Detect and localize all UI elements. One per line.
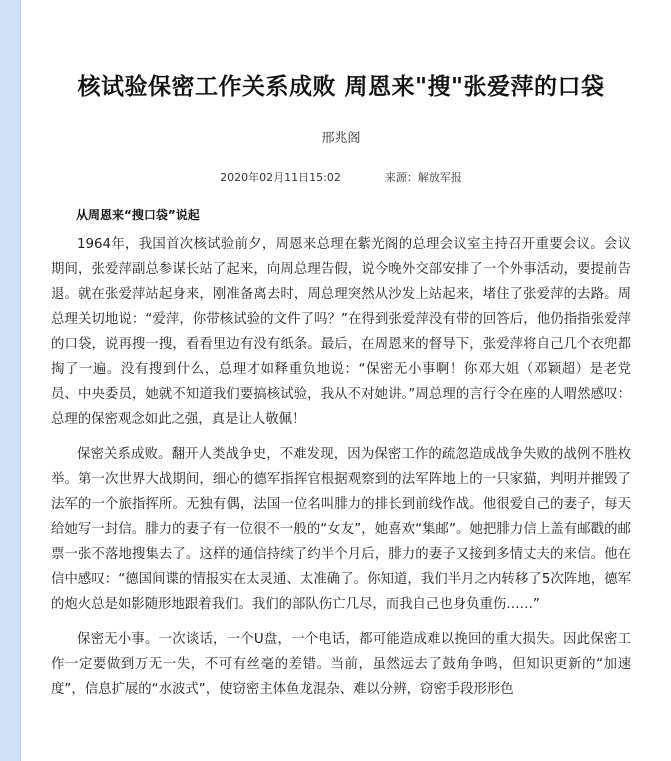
article-meta <box>51 170 631 186</box>
article-subheading: 从周恩来“搜口袋”说起 <box>76 208 200 222</box>
article-paragraph: 保密关系成败。翻开人类战争史，不难发现，因为保密工作的疏忽造成战争失败的战例不胜枚举。第一次世界大战期间，细心的德军指挥官根据观察到的法军阵地上的一只家猫，判明并摧毁了法军的一个旅指挥所。无独有偶，法国一位名叫腓力的排长到前线作战。他很爱自己的妻子，每天给她写一封信。腓力的妻子有一位很不一般的“女友”，她喜欢“集邮”。她把腓力信上盖有邮戳的邮票一张不落地搜集去了。这样的通信持续了约半个月后，腓力的妻子又接到多情丈夫的来信。他在信中感叹：“德国间谍的情报实在太灵通、太准确了。你知道，我们半月之内转移了5次阵地，德军的炮火总是如影随形地跟着我们。我们的部队伤亡几尽，而我自己也身负重伤……” <box>51 447 631 612</box>
article-paragraph: 保密无小事。一次谈话，一个U盘，一个电话，都可能造成难以挽回的重大损失。因此保密工作一定要做到万无一失，不可有丝毫的差错。当前，虽然远去了鼓角争鸣，但知识更新的“加速度”，信息扩展的“水波式”，使窃密主体鱼龙混杂、难以分辨，窃密手段形形色 <box>51 632 631 697</box>
left-sidebar-strip <box>0 0 21 761</box>
publish-date: 2020年02月11日15:02 <box>220 171 341 184</box>
article-title: 核试验保密工作关系成败 周恩来"搜"张爱萍的口袋 <box>77 74 605 100</box>
article-author: 邢兆阁 <box>321 131 361 146</box>
article-paragraph: 1964年，我国首次核试验前夕，周恩来总理在紫光阁的总理会议室主持召开重要会议。会议期间，张爱萍副总参谋长站了起来，向周总理告假，说今晚外交部安排了一个外事活动，要提前告退。就在张爱萍站起身来，刚准备离去时，周总理突然从沙发上站起来，堵住了张爱萍的去路。周总理关切地说：“爱萍，你带核试验的文件了吗？”在得到张爱萍没有带的回答后，他仍指指张爱萍的口袋，说再搜一搜，看看里边有没有纸条。最后，在周恩来的督导下，张爱萍将自己几个衣兜都掏了一遍。没有搜到什么，总理才如释重负地说：“保密无小事啊！你邓大姐（邓颖超）是老党员、中央委员，她就不知道我们要搞核试验，我从不对她讲。”周总理的言行令在座的人喟然感叹：总理的保密观念如此之强，真是让人敬佩！ <box>51 237 631 427</box>
article-container <box>51 0 631 702</box>
article-source: 来源：解放军报 <box>384 171 462 184</box>
